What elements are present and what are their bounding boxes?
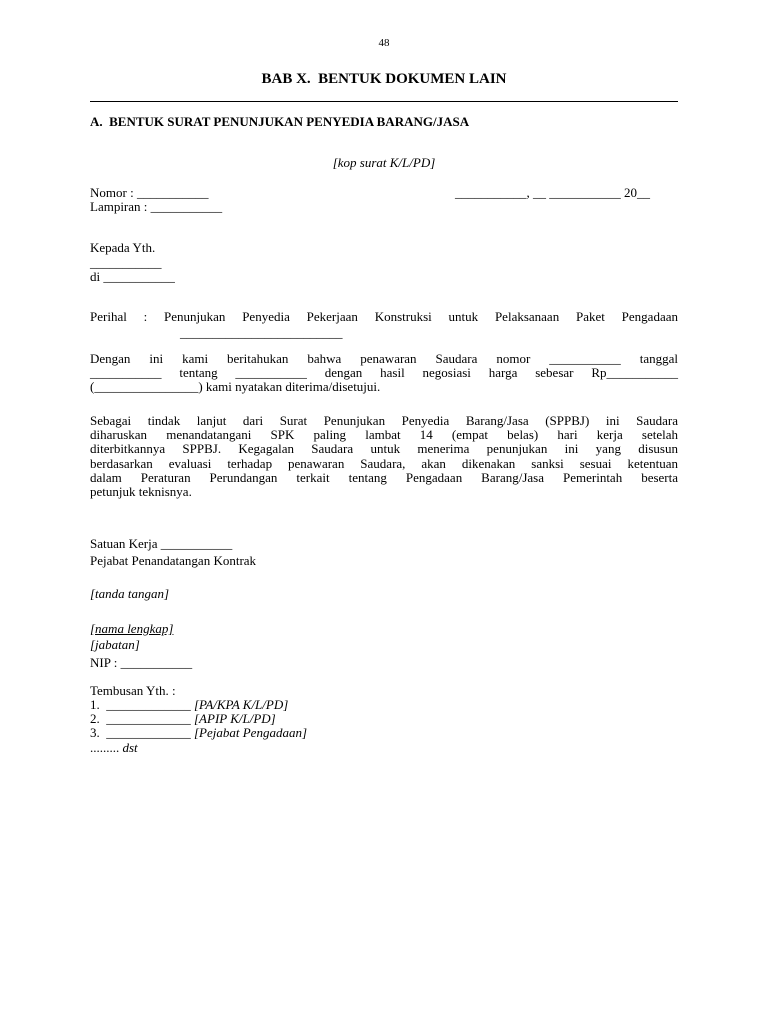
etc-dots: ......... <box>90 740 120 755</box>
title-divider <box>90 101 678 102</box>
paragraph-followup <box>90 414 678 499</box>
letterhead-placeholder: [kop surat K/L/PD] <box>332 155 436 170</box>
paragraph-line: Sebagai tindak lanjut dari Surat Penunjukan Penyedia Barang/Jasa (SPPBJ) ini Saudara <box>90 413 678 428</box>
item-recipient: [APIP K/L/PD] <box>194 711 276 726</box>
tembusan-item <box>90 711 276 726</box>
recipient-name-blank: ___________ <box>90 255 162 270</box>
paragraph-line: dalam Peraturan Perundangan terkait tentang Pengadaan Barang/Jasa Pemerintah beserta <box>90 469 678 485</box>
tembusan-item <box>90 697 288 712</box>
section-title: A. BENTUK SURAT PENUNJUKAN PENYEDIA BARANG/JASA <box>90 114 470 129</box>
signatory-title: Pejabat Penandatangan Kontrak <box>90 553 257 568</box>
paragraph-line: petunjuk teknisnya. <box>90 484 192 500</box>
recipient-greeting: Kepada Yth. <box>90 240 156 255</box>
item-number: 1. <box>90 697 100 712</box>
item-recipient: [Pejabat Pengadaan] <box>194 725 308 740</box>
item-blank: _____________ <box>106 725 191 740</box>
perihal-text: Perihal : Penunjukan Penyedia Pekerjaan Konstruksi untuk Pelaksanaan Paket Pengadaan <box>90 309 678 324</box>
chapter-title: BAB X. BENTUK DOKUMEN LAIN <box>261 71 507 87</box>
recipient-location: di ___________ <box>90 269 175 284</box>
item-number: 2. <box>90 711 100 726</box>
etc-text: dst <box>122 740 138 755</box>
paragraph-line: ___________ tentang ___________ dengan hasil negosiasi harga sebesar Rp___________ <box>90 365 678 381</box>
item-recipient: [PA/KPA K/L/PD] <box>194 697 289 712</box>
satuan-kerja-field: Satuan Kerja ___________ <box>90 536 233 551</box>
nip-field: NIP : ___________ <box>90 655 193 670</box>
perihal-line <box>90 310 678 324</box>
paragraph-line: diharuskan menandatangani SPK paling lambat 14 (empat belas) hari kerja setelah <box>90 427 678 443</box>
paragraph-line: berdasarkan evaluasi terhadap penawaran Saudara, akan dikenakan sanksi sesuai ketentuan <box>90 455 678 471</box>
signature-placeholder: [tanda tangan] <box>90 586 170 601</box>
paragraph-offer <box>90 352 678 395</box>
perihal-blank: _________________________ <box>180 325 343 340</box>
page-number: 48 <box>378 37 390 49</box>
tembusan-title: Tembusan Yth. : <box>90 683 176 698</box>
item-blank: _____________ <box>106 711 191 726</box>
item-number: 3. <box>90 725 100 740</box>
position-placeholder: [jabatan] <box>90 637 140 652</box>
item-blank: _____________ <box>106 697 191 712</box>
full-name-placeholder: [nama lengkap] <box>90 621 174 636</box>
paragraph-line: Dengan ini kami beritahukan bahwa penawaran Saudara nomor ___________ tanggal <box>90 351 678 366</box>
date-line: ___________, __ ___________ 20__ <box>455 185 650 200</box>
tembusan-item <box>90 725 307 740</box>
nomor-field: Nomor : ___________ <box>90 185 209 200</box>
paragraph-line: diterbitkannya SPPBJ. Kegagalan Saudara untuk menerima penunjukan ini yang disusun <box>90 441 678 457</box>
tembusan-etc <box>90 740 138 755</box>
lampiran-field: Lampiran : ___________ <box>90 199 223 214</box>
paragraph-line: (________________) kami nyatakan diterima/disetujui. <box>90 379 381 395</box>
